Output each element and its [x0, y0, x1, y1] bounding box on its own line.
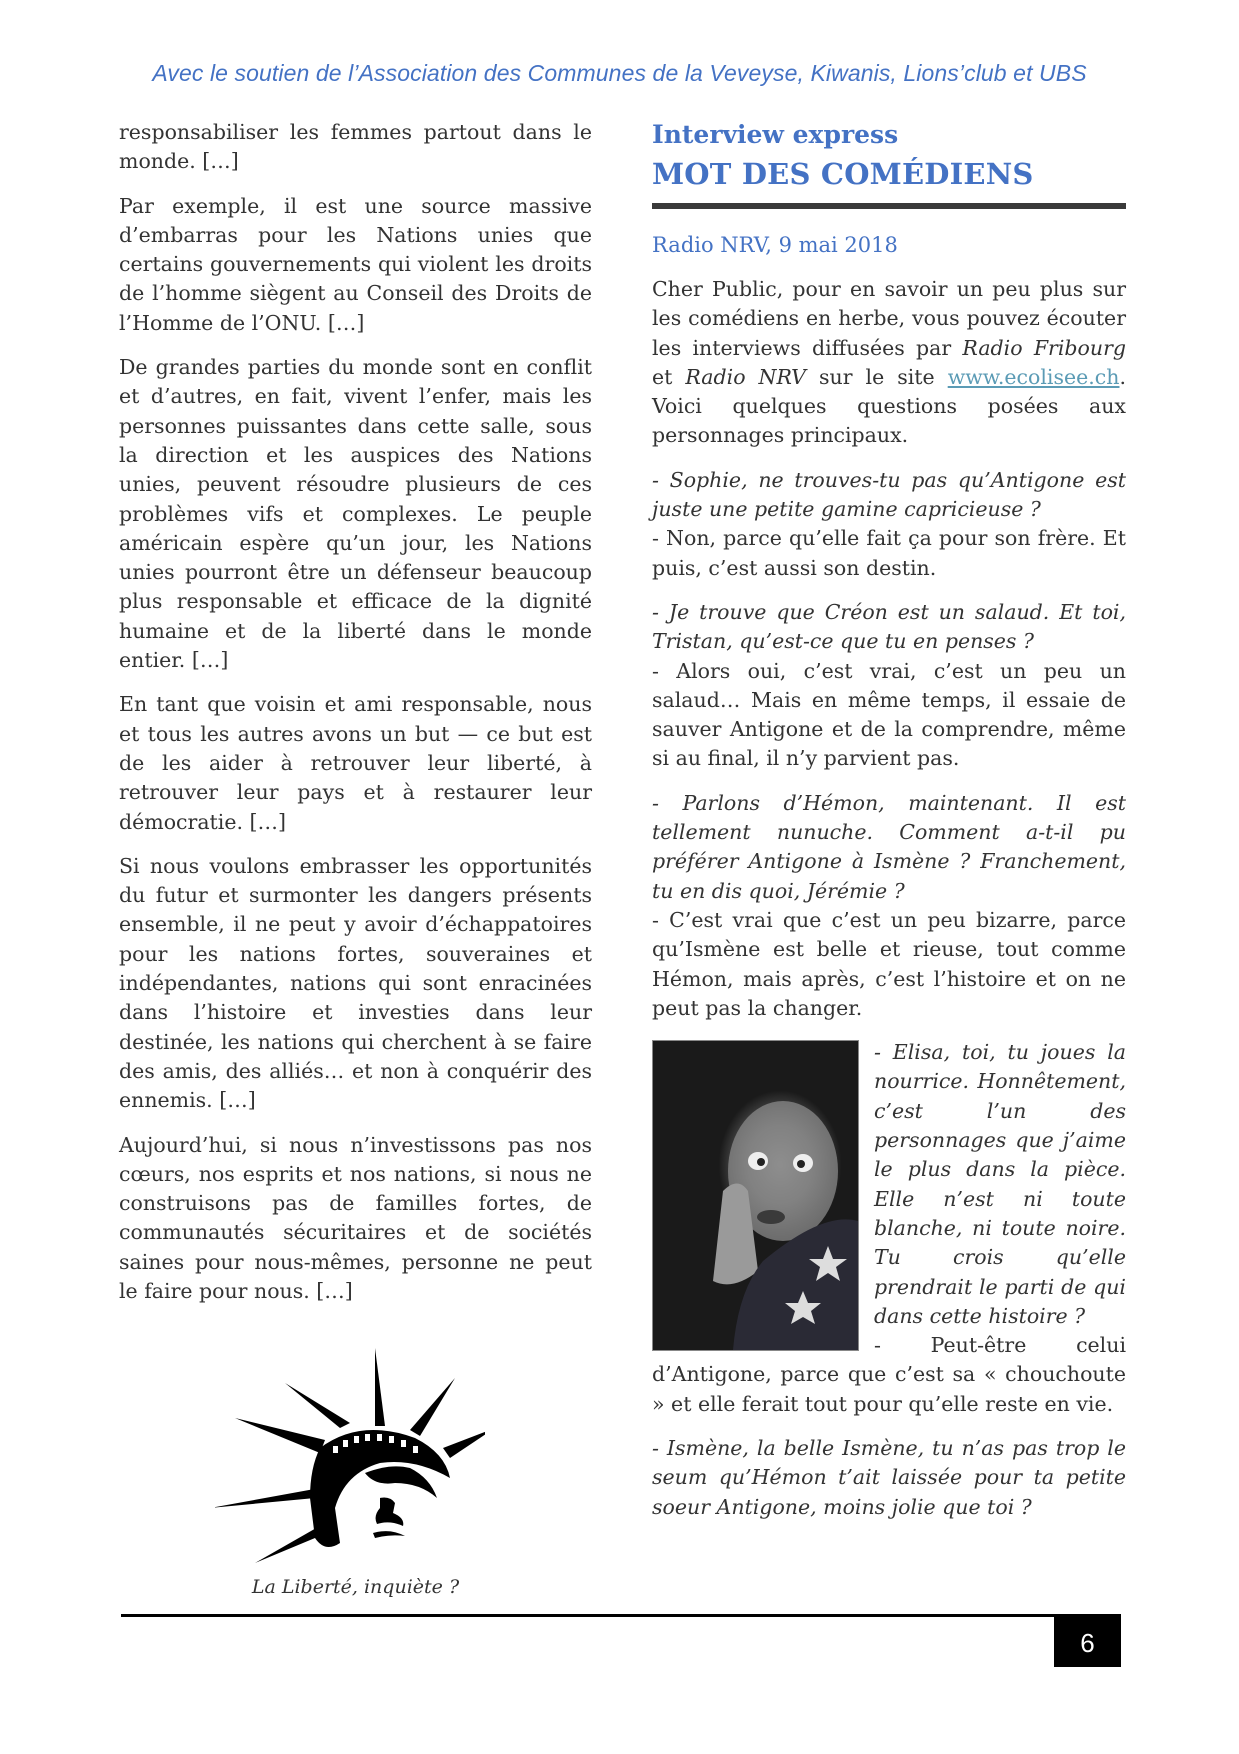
- qa-block: [652, 466, 1126, 583]
- answer: - Alors oui, c’est vrai, c’est un peu un salaud… Mais en même temps, il essaie de sauver Antigone et de la comprendre, même si au final, il n’y parvient pas.: [652, 658, 1126, 771]
- question: - Parlons d’Hémon, maintenant. Il est tellement nunuche. Comment a-t-il pu préférer Antigone à Ismène ? Franchement, tu en dis quoi, Jérémie ?: [652, 790, 1126, 903]
- website-link[interactable]: www.ecolisee.ch: [947, 364, 1120, 389]
- intro-text: sur le site: [806, 364, 948, 389]
- sponsor-banner: Avec le soutien de l’Association des Communes de la Veveyse, Kiwanis, Lions’club et UBS: [152, 60, 1087, 86]
- qa-block: [652, 1434, 1126, 1522]
- article-source: Radio NRV, 9 mai 2018: [652, 233, 898, 257]
- radio-name: Radio Fribourg: [962, 335, 1127, 360]
- paragraph: Par exemple, il est une source massive d’embarras pour les Nations unies que certains gouvernements qui violent les droits de l’homme siègent au Conseil des Droits de l’Homme de l’ONU. […]: [119, 193, 592, 335]
- answer: - Non, parce qu’elle fait ça pour son frère. Et puis, c’est aussi son destin.: [652, 526, 1126, 580]
- answer: - C’est vrai que c’est un peu bizarre, parce qu’Ismène est belle et rieuse, tout comme Hémon, mais après, c’est l’histoire et on ne peut pas la changer.: [652, 907, 1126, 1020]
- paragraph: En tant que voisin et ami responsable, nous et tous les autres avons un but — ce but est de les aider à retrouver leur liberté, à retrouver leur pays et à restaurer leur démocratie. […]: [119, 692, 592, 834]
- actress-photo: [652, 1040, 859, 1351]
- paragraph: Si nous voulons embrasser les opportunités du futur et surmonter les dangers présents ensemble, il ne peut y avoir d’échappatoires pour les nations fortes, souveraines et indépendantes, nations qui sont enracinées dans l’histoire et investies dans leur destinée, les nations qui cherchent à se faire des amis, des alliés… et non à conquérir des ennemis. […]: [119, 853, 592, 1113]
- title-divider: [652, 203, 1126, 209]
- figure-caption: La Liberté, inquiète ?: [251, 1576, 460, 1598]
- article-title: MOT DES COMÉDIENS: [652, 157, 1034, 191]
- intro-paragraph: [652, 275, 1126, 451]
- qa-block: [652, 789, 1126, 1023]
- intro-text: et: [652, 364, 686, 389]
- question: - Sophie, ne trouves-tu pas qu’Antigone est juste une petite gamine capricieuse ?: [652, 467, 1126, 522]
- intro-text: . Voici quelques questions posées aux personnages principaux.: [652, 364, 1126, 448]
- radio-name: Radio NRV: [685, 364, 806, 389]
- statue-of-liberty-icon: [215, 1348, 485, 1583]
- footer-divider: [121, 1614, 1121, 1617]
- right-column: [652, 118, 1126, 1537]
- paragraph: responsabiliser les femmes partout dans le monde. […]: [119, 120, 592, 174]
- page-number: 6: [1054, 1617, 1121, 1667]
- paragraph: Aujourd’hui, si nous n’investissons pas nos cœurs, nos esprits et nos nations, si nous ne construisons pas de familles fortes, de communautés sécuritaires et de sociétés saines pour nous-mêmes, personne ne peut le faire pour nous. […]: [119, 1132, 592, 1303]
- question: - Ismène, la belle Ismène, tu n’as pas trop le seum qu’Hémon t’ait laissée pour ta petite soeur Antigone, moins jolie que toi ?: [652, 1435, 1126, 1519]
- paragraph: De grandes parties du monde sont en conflit et d’autres, en fait, vivent l’enfer, mais les personnes puissantes dans cette salle, sous la direction et les auspices des Nations unies, peuvent résoudre plusieurs de ces problèmes vifs et complexes. Le peuple américain espère qu’un jour, les Nations unies pourront être un défenseur beaucoup plus responsable et efficace de la dignité humaine et de la liberté dans le monde entier. […]: [119, 355, 592, 673]
- section-kicker: Interview express: [652, 120, 899, 149]
- question: - Je trouve que Créon est un salaud. Et toi, Tristan, qu’est-ce que tu en penses ?: [652, 599, 1126, 654]
- answer: - Peut-être celui d’Antigone, parce que c’est sa « chouchoute » et elle ferait tout pour qu’elle reste en vie.: [652, 1333, 1126, 1416]
- qa-block: [652, 598, 1126, 774]
- left-column: [119, 118, 592, 1321]
- question: - Elisa, toi, tu joues la nourrice. Honnêtement, c’est l’un des personnages que j’aime le plus dans la pièce. Elle n’est ni toute blanche, ni toute noire. Tu crois qu’elle prendrait le parti de qui dans cette histoire ?: [874, 1040, 1126, 1328]
- intro-text: Cher Public, pour en savoir un peu plus sur les comédiens en herbe, vous pouvez écouter les interviews diffusées par: [652, 277, 1126, 360]
